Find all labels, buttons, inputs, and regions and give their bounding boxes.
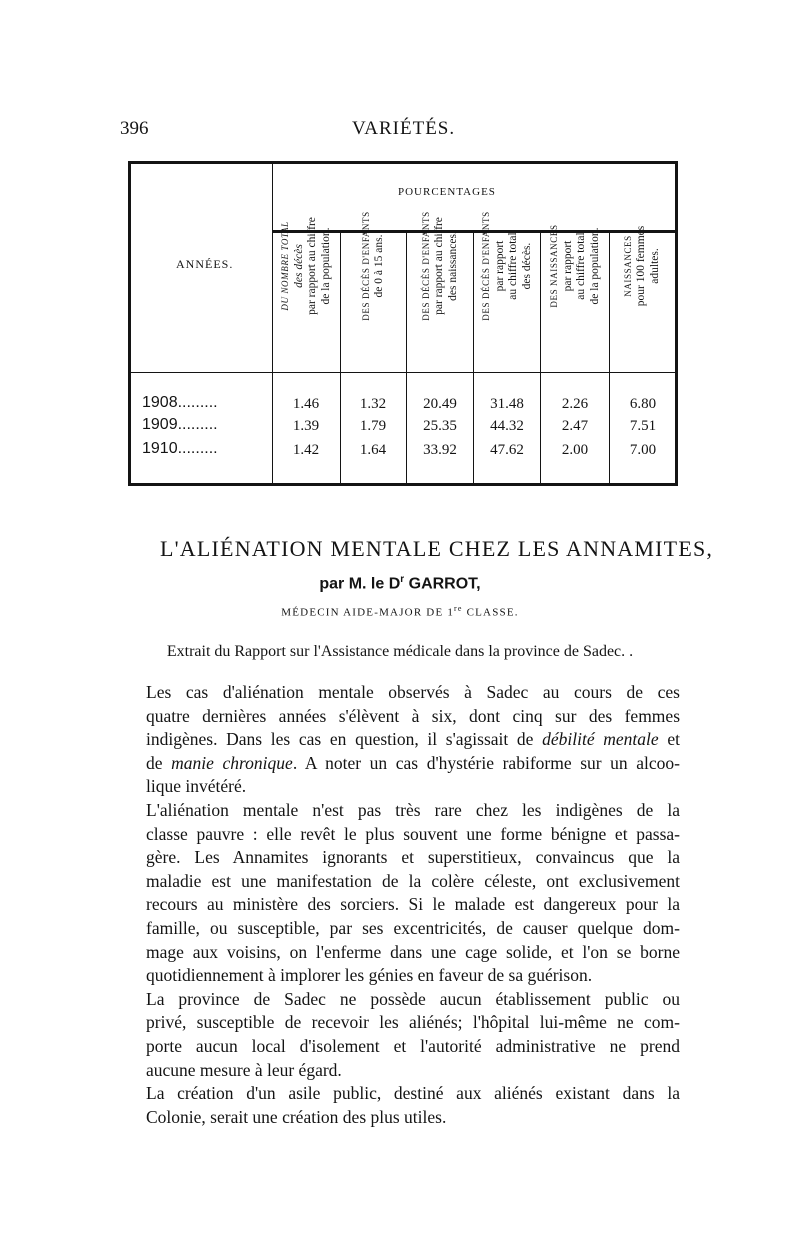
extract-note: Extrait du Rapport sur l'Assistance médicale dans la province de Sadec. . <box>166 643 634 660</box>
column-separator <box>609 232 610 483</box>
year-cell: 1909......... <box>142 416 218 433</box>
table-cell: 1.46 <box>292 396 320 412</box>
paragraph: Les cas d'aliénation mentale observés à Sadec au cours de ces quatre dernières années s'élèvent à six, dont cinq sur des femmes indigènes. Dans les cas en question, il s'agissait de débilité mentale et de manie chronique. A noter un cas d'hystérie rabiforme sur un alcoo- lique invétéré. <box>146 682 681 797</box>
table-cell: 44.32 <box>490 418 524 434</box>
table-cell: 2.26 <box>561 396 589 412</box>
table-cell: 1.39 <box>292 418 320 434</box>
table-cell: 6.80 <box>629 396 657 412</box>
table-cell: 47.62 <box>490 442 524 458</box>
author-role: MÉDECIN AIDE-MAJOR DE 1re CLASSE. <box>281 604 519 619</box>
table-cell: 1.42 <box>292 442 320 458</box>
column-separator <box>406 232 407 483</box>
statistics-table <box>128 161 678 486</box>
header-rule <box>131 372 675 373</box>
running-title: VARIÉTÉS. <box>352 118 456 139</box>
page-number: 396 <box>120 118 149 139</box>
year-cell: 1908......... <box>142 394 218 411</box>
paragraph: La province de Sadec ne possède aucun établissement public ou privé, susceptible de recevoir les aliénés; l'hôpital lui-même ne com- porte aucun local d'isolement et l'autorité administrative ne prend aucune mesure à leur égard. <box>146 988 680 1080</box>
year-cell: 1910......... <box>142 440 218 457</box>
column-header-deces-enfants-0-15: DES DÉCÈS D'ENFANTS de 0 à 15 ans. <box>360 211 385 321</box>
table-cell: 33.92 <box>423 442 457 458</box>
paragraph: La création d'un asile public, destiné aux aliénés existant dans la Colonie, serait une création des plus utiles. <box>146 1083 680 1127</box>
paragraph: L'aliénation mentale n'est pas très rare chez les indigènes de la classe pauvre : elle revêt le plus souvent une forme bénigne et passa- gère. Les Annamites ignorants et superstitieux, convaincus que la maladie est une manifestation de la colère céleste, ont exclusivement recours au ministère des sorciers. Si le malade est dangereux pour la famille, ou susceptible, par ses excentricités, de causer quelque dom- mage aux voisins, on l'enferme dans une cage solide, et l'on se borne quotidiennement à implorer les génies en faveur de sa guérison. <box>146 799 680 986</box>
column-separator <box>272 164 273 483</box>
column-header-naissances-femmes: NAISSANCES pour 100 femmes adultes. <box>622 225 661 307</box>
table-cell: 2.00 <box>561 442 589 458</box>
table-cell: 2.47 <box>561 418 589 434</box>
table-cell: 1.32 <box>359 396 387 412</box>
table-cell: 7.51 <box>629 418 657 434</box>
byline: par M. le $D^r$ GARROT, <box>319 574 481 593</box>
table-cell: 1.79 <box>359 418 387 434</box>
pourcentages-header: POURCENTAGES <box>398 186 496 198</box>
article-title: L'ALIÉNATION MENTALE CHEZ LES ANNAMITES, <box>160 536 714 561</box>
table-cell: 31.48 <box>490 396 524 412</box>
column-header-deces-enfants-naissances: DES DÉCÈS D'ENFANTS par rapport au chiffre des naissances. <box>420 211 459 321</box>
article-body <box>128 681 680 1129</box>
table-cell: 1.64 <box>359 442 387 458</box>
column-header-total-deces: DU NOMBRE TOTAL des décès par rapport au chiffre de la population. <box>280 217 332 315</box>
annees-header: ANNÉES. <box>176 257 234 271</box>
column-separator <box>473 232 474 483</box>
column-header-naissances-population: DES NAISSANCES par rapport au chiffre total de la population. <box>549 224 601 308</box>
table-cell: 25.35 <box>423 418 457 434</box>
column-header-deces-enfants-total-deces: DES DÉCÈS D'ENFANTS par rapport au chiffre total des décès. <box>481 211 533 321</box>
column-separator <box>540 232 541 483</box>
table-cell: 20.49 <box>423 396 457 412</box>
table-cell: 7.00 <box>629 442 657 458</box>
